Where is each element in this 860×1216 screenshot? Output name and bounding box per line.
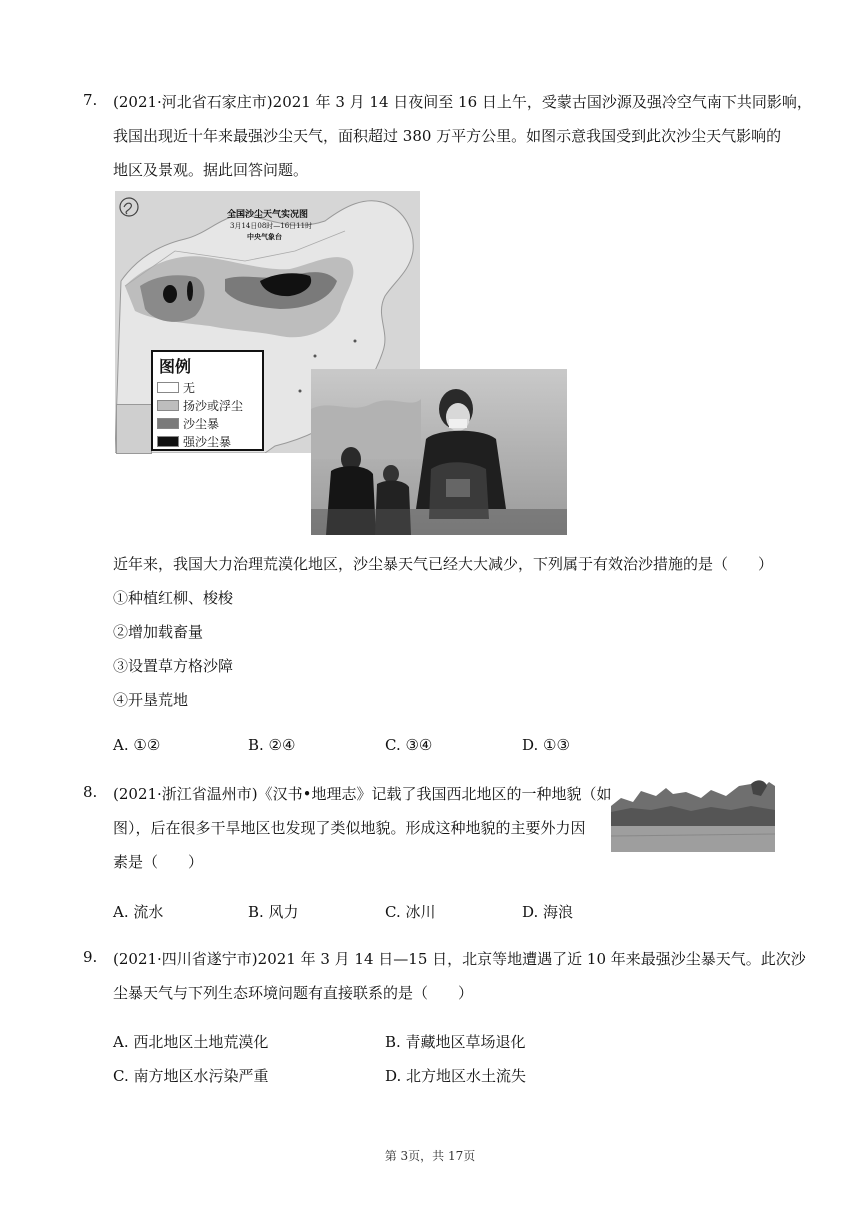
question-8-text-line-2: 图），后在很多干旱地区也发现了类似地貌。形成这种地貌的主要外力因 [113, 819, 586, 837]
question-8-option-a[interactable]: A. 流水 [113, 903, 164, 921]
question-7-option-c[interactable]: C. ③④ [385, 736, 433, 754]
dust-scene-photo [311, 369, 567, 535]
question-9-option-a[interactable]: A. 西北地区土地荒漠化 [113, 1033, 269, 1051]
yardang-landform-photo [611, 776, 775, 852]
question-7-option-a[interactable]: A. ①② [113, 736, 161, 754]
map-agency: 中央气象台 [247, 232, 282, 241]
question-9-text-line-2: 尘暴天气与下列生态环境问题有直接联系的是（ ） [113, 984, 474, 1002]
question-8-text-line-1: (2021·浙江省温州市)《汉书•地理志》记载了我国西北地区的一种地貌（如 [113, 785, 612, 803]
map-title: 全国沙尘天气实况图 [227, 210, 309, 220]
question-9-number: 9. [83, 948, 98, 966]
legend-swatch [157, 418, 179, 429]
legend-swatch [157, 400, 179, 411]
legend-label: 沙尘暴 [183, 416, 220, 431]
legend-item-blowing-dust [157, 398, 243, 412]
question-9-option-c[interactable]: C. 南方地区水污染严重 [113, 1067, 269, 1085]
legend-item-none [157, 380, 195, 394]
question-7-item-1: ①种植红柳、梭梭 [113, 589, 234, 607]
question-7-option-d[interactable]: D. ①③ [522, 736, 570, 754]
question-7-stem: 近年来，我国大力治理荒漠化地区，沙尘暴天气已经大大减少，下列属于有效治沙措施的是（ ） [113, 555, 774, 573]
question-7-item-3: ③设置草方格沙障 [113, 657, 234, 675]
question-7-text-line-2: 我国出现近十年来最强沙尘天气，面积超过 380 万平方公里。如图示意我国受到此次沙尘天气影响的 [113, 127, 782, 145]
map-legend [151, 350, 264, 451]
question-7-option-b[interactable]: B. ②④ [248, 736, 296, 754]
legend-label: 扬沙或浮尘 [183, 398, 244, 413]
question-7-item-4: ④开垦荒地 [113, 691, 189, 709]
question-7-text-line-3: 地区及景观。据此回答问题。 [113, 161, 309, 179]
question-8-number: 8. [83, 783, 98, 801]
question-8-option-d[interactable]: D. 海浪 [522, 903, 574, 921]
question-9-option-b[interactable]: B. 青藏地区草场退化 [385, 1033, 526, 1051]
legend-title: 图例 [159, 357, 192, 376]
legend-label: 无 [183, 380, 196, 395]
question-8-option-c[interactable]: C. 冰川 [385, 903, 436, 921]
page-footer: 第 3页，共 17页 [384, 1149, 476, 1163]
question-8-option-b[interactable]: B. 风力 [248, 903, 299, 921]
question-9-option-d[interactable]: D. 北方地区水土流失 [385, 1067, 527, 1085]
question-9-text-line-1: (2021·四川省遂宁市)2021 年 3 月 14 日—15 日，北京等地遭遇了近 10 年来最强沙尘暴天气。此次沙 [113, 950, 806, 968]
legend-swatch [157, 436, 179, 447]
south-china-sea-inset [116, 404, 152, 454]
legend-item-severe-dust-storm [157, 434, 231, 448]
map-subtitle: 3月14日08时—16日11时 [230, 222, 313, 230]
legend-item-dust-storm [157, 416, 219, 430]
question-8-text-line-3: 素是（ ） [113, 853, 204, 871]
legend-swatch [157, 382, 179, 393]
legend-label: 强沙尘暴 [183, 434, 232, 449]
question-7-number: 7. [83, 91, 98, 109]
question-7-item-2: ②增加载畜量 [113, 623, 204, 641]
question-7-text-line-1: (2021·河北省石家庄市)2021 年 3 月 14 日夜间至 16 日上午，受蒙古国沙源及强冷空气南下共同影响， [113, 93, 812, 111]
